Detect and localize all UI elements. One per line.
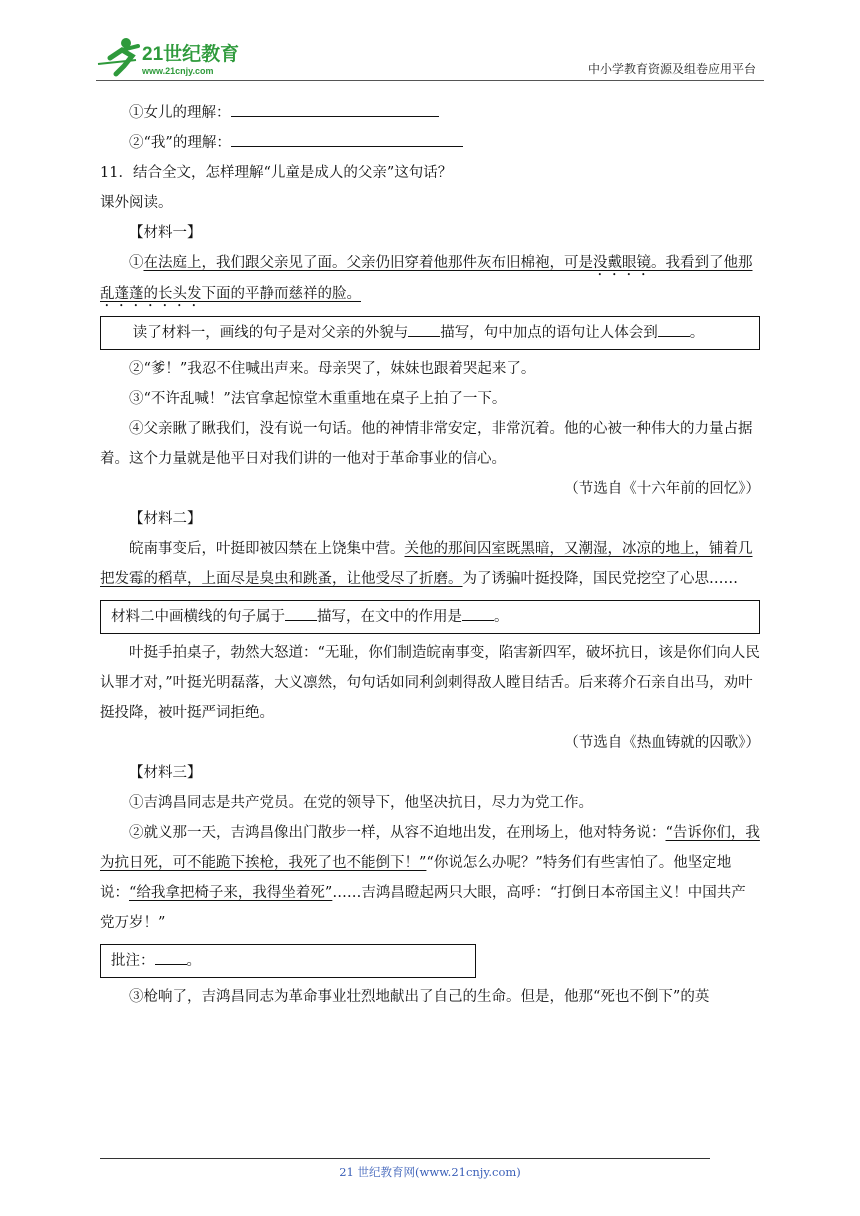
material-2-title: 【材料二】 bbox=[129, 511, 202, 527]
footer-divider bbox=[100, 1158, 710, 1159]
material-1-para-1: ①在法庭上，我们跟父亲见了面。父亲仍旧穿着他那件灰布旧棉袍，可是没戴眼镜。我看到了他那乱蓬蓬的长头发下面的平静而慈祥的脸。 bbox=[100, 255, 753, 302]
dotted-phrase: 没戴眼镜 bbox=[593, 255, 651, 271]
underlined-sentence: “给我拿把椅子来，我得坐着死” bbox=[129, 885, 333, 901]
material-1-para-3: ③“不许乱喊！”法官拿起惊堂木重重地在桌子上拍了一下。 bbox=[129, 391, 507, 407]
document-body bbox=[100, 98, 760, 1012]
footer-text: 21 世纪教育网(www.21cnjy.com) bbox=[339, 1165, 521, 1179]
runner-icon bbox=[98, 38, 138, 74]
underlined-sentence: 关他的那间囚室既黑暗，又潮湿，冰凉的地上，铺着几把发霉的稻草，上面尽是臭虫和跳蚤，让他受尽了折磨。 bbox=[100, 541, 753, 587]
answer-blank[interactable] bbox=[155, 950, 187, 965]
answer-blank[interactable] bbox=[658, 322, 690, 337]
material-3-para-3: ③枪响了，吉鸿昌同志为革命事业壮烈地献出了自己的生命。但是，他那“死也不倒下”的英 bbox=[129, 989, 710, 1005]
material-1-title: 【材料一】 bbox=[129, 225, 202, 241]
material-1-para-4: ④父亲瞅了瞅我们，没有说一句话。他的神情非常安定，非常沉着。他的心被一种伟大的力量占据着。这个力量就是他平日对我们讲的一他对于革命事业的信心。 bbox=[100, 421, 753, 467]
material-2-para-1: 皖南事变后，叶挺即被囚禁在上饶集中营。关他的那间囚室既黑暗，又潮湿，冰凉的地上，铺着几把发霉的稻草，上面尽是臭虫和跳蚤，让他受尽了折磨。为了诱骗叶挺投降，国民党挖空了心思…… bbox=[100, 541, 753, 587]
q10-item2: ②“我”的理解： bbox=[100, 128, 760, 158]
material-2-para-2: 叶挺手拍桌子，勃然大怒道：“无耻，你们制造皖南事变，陷害新四军，破坏抗日，该是你们向人民认罪才对，”叶挺光明磊落，大义凛然，句句话如同利剑刺得敌人瞠目结舌。后来蒋介石亲自出马，劝叶挺投降，被叶挺严词拒绝。 bbox=[100, 645, 760, 721]
header-divider bbox=[96, 80, 764, 81]
answer-blank[interactable] bbox=[231, 130, 463, 147]
answer-blank[interactable] bbox=[231, 100, 439, 117]
material-1-para-2: ②“爹！”我忍不住喊出声来。母亲哭了，妹妹也跟着哭起来了。 bbox=[129, 361, 536, 377]
question-11: 11．结合全文，怎样理解“儿童是成人的父亲”这句话？ bbox=[100, 165, 453, 181]
material-1-source: （节选自《十六年前的回忆》） bbox=[564, 481, 760, 497]
material-3-para-1: ①吉鸿昌同志是共产党员。在党的领导下，他坚决抗日，尽力为党工作。 bbox=[129, 795, 593, 811]
dotted-phrase: 乱蓬蓬的长头发 bbox=[100, 286, 202, 302]
section-title: 课外阅读。 bbox=[100, 195, 173, 211]
answer-blank[interactable] bbox=[408, 322, 440, 337]
logo-text: 21世纪教育 bbox=[142, 44, 240, 65]
logo-url: www.21cnjy.com bbox=[142, 66, 214, 76]
annotation-box: 批注： 。 bbox=[100, 944, 476, 978]
platform-name: 中小学教育资源及组卷应用平台 bbox=[587, 62, 756, 76]
material-1-question-box: 读了材料一，画线的句子是对父亲的外貌与 描写，句中加点的语句让人体会到 。 bbox=[100, 316, 760, 350]
material-2-source: （节选自《热血铸就的囚歌》） bbox=[564, 735, 760, 751]
site-logo bbox=[96, 34, 256, 78]
q10-item1: ①女儿的理解： bbox=[100, 98, 760, 128]
material-3-title: 【材料三】 bbox=[129, 765, 202, 781]
answer-blank[interactable] bbox=[285, 606, 317, 621]
material-2-question-box: 材料二中画横线的句子属于 描写，在文中的作用是 。 bbox=[100, 600, 760, 634]
underlined-sentence: “告诉你们，我为抗日死，可不能跪下挨枪，我死了也不能倒下！” bbox=[100, 825, 760, 871]
material-3-para-2: ②就义那一天，吉鸿昌像出门散步一样，从容不迫地出发，在刑场上，他对特务说：“告诉你们，我为抗日死，可不能跪下挨枪，我死了也不能倒下！”“你说怎么办呢？”特务们有些害怕了。他坚定地说：“给我拿把椅子来，我得坐着死”……吉鸿昌瞪起两只大眼，高呼：“打倒日本帝国主义！中国共产党万岁！” bbox=[100, 825, 760, 931]
answer-blank[interactable] bbox=[462, 606, 494, 621]
